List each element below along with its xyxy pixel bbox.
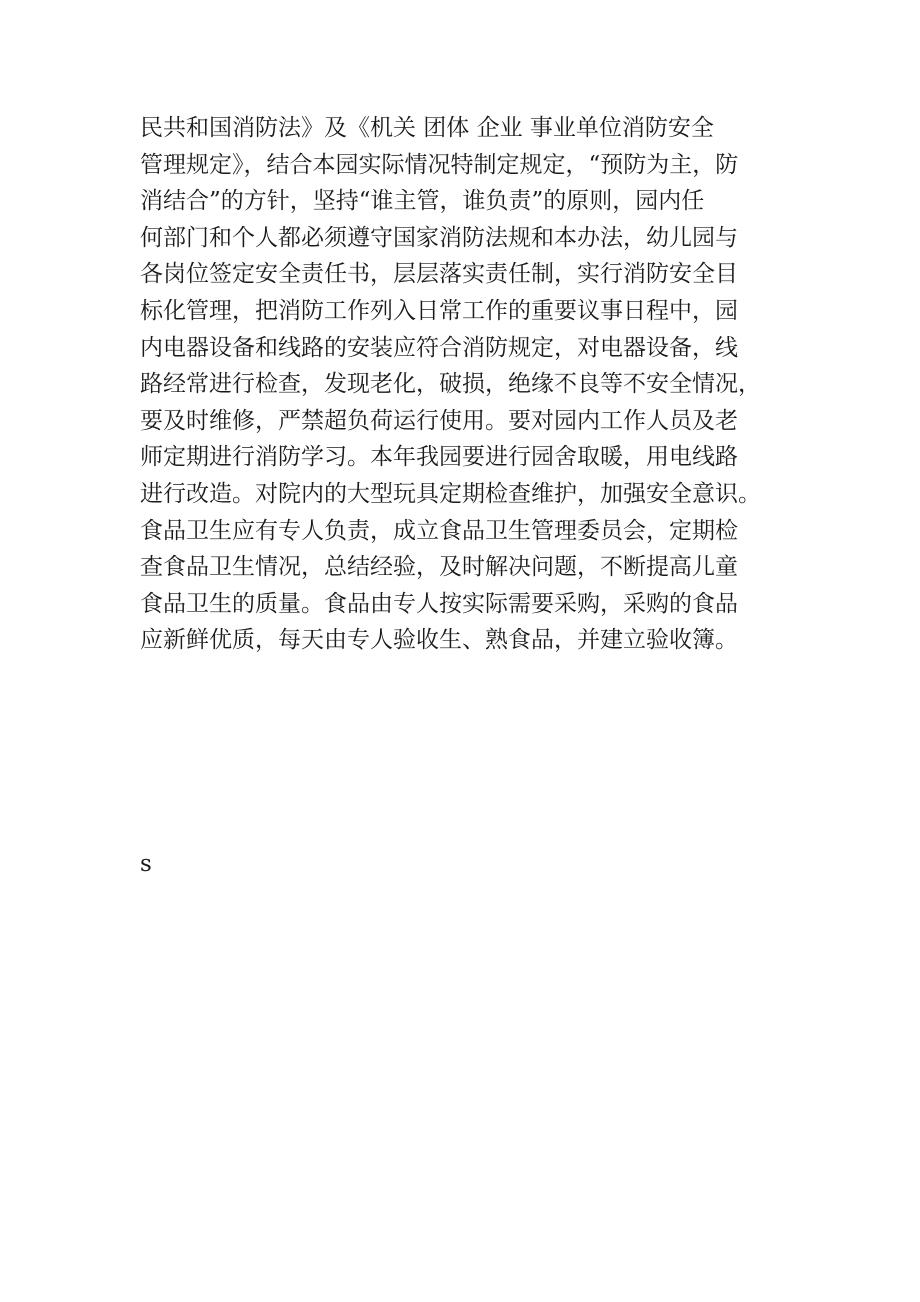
paragraph-line: 标化管理，把消防工作列入日常工作的重要议事日程中，园: [140, 297, 738, 324]
paragraph-line: 管理规定》，结合本园实际情况特制定规定，“预防为主，防: [140, 151, 739, 178]
paragraph-line: 师定期进行消防学习。本年我园要进行园舍取暖，用电线路: [140, 444, 738, 471]
paragraph-line: 路经常进行检查，发现老化，破损，绝缘不良等不安全情况，: [140, 371, 761, 398]
paragraph-line: 何部门和个人都必须遵守国家消防法规和本办法，幼儿园与: [140, 224, 738, 251]
paragraph-line: 民共和国消防法》及《机关 团体 企业 事业单位消防安全: [140, 115, 714, 141]
paragraph-line: 应新鲜优质，每天由专人验收生、熟食品，并建立验收簿。: [140, 627, 738, 654]
trailing-character: s: [140, 851, 152, 877]
paragraph-line: 食品卫生应有专人负责，成立食品卫生管理委员会，定期检: [140, 517, 738, 544]
body-paragraph: [140, 110, 790, 659]
paragraph-line: 进行改造。对院内的大型玩具定期检查维护，加强安全意识。: [140, 480, 761, 507]
paragraph-line: 消结合”的方针，坚持“谁主管，谁负责”的原则，园内任: [140, 188, 705, 215]
paragraph-line: 各岗位签定安全责任书，层层落实责任制，实行消防安全目: [140, 261, 738, 288]
paragraph-line: 内电器设备和线路的安装应符合消防规定，对电器设备，线: [140, 334, 738, 361]
paragraph-line: 要及时维修，严禁超负荷运行使用。要对园内工作人员及老: [140, 407, 738, 434]
paragraph-line: 查食品卫生情况，总结经验，及时解决问题，不断提高儿童: [140, 554, 738, 581]
paragraph-line: 食品卫生的质量。食品由专人按实际需要采购，采购的食品: [140, 590, 738, 617]
